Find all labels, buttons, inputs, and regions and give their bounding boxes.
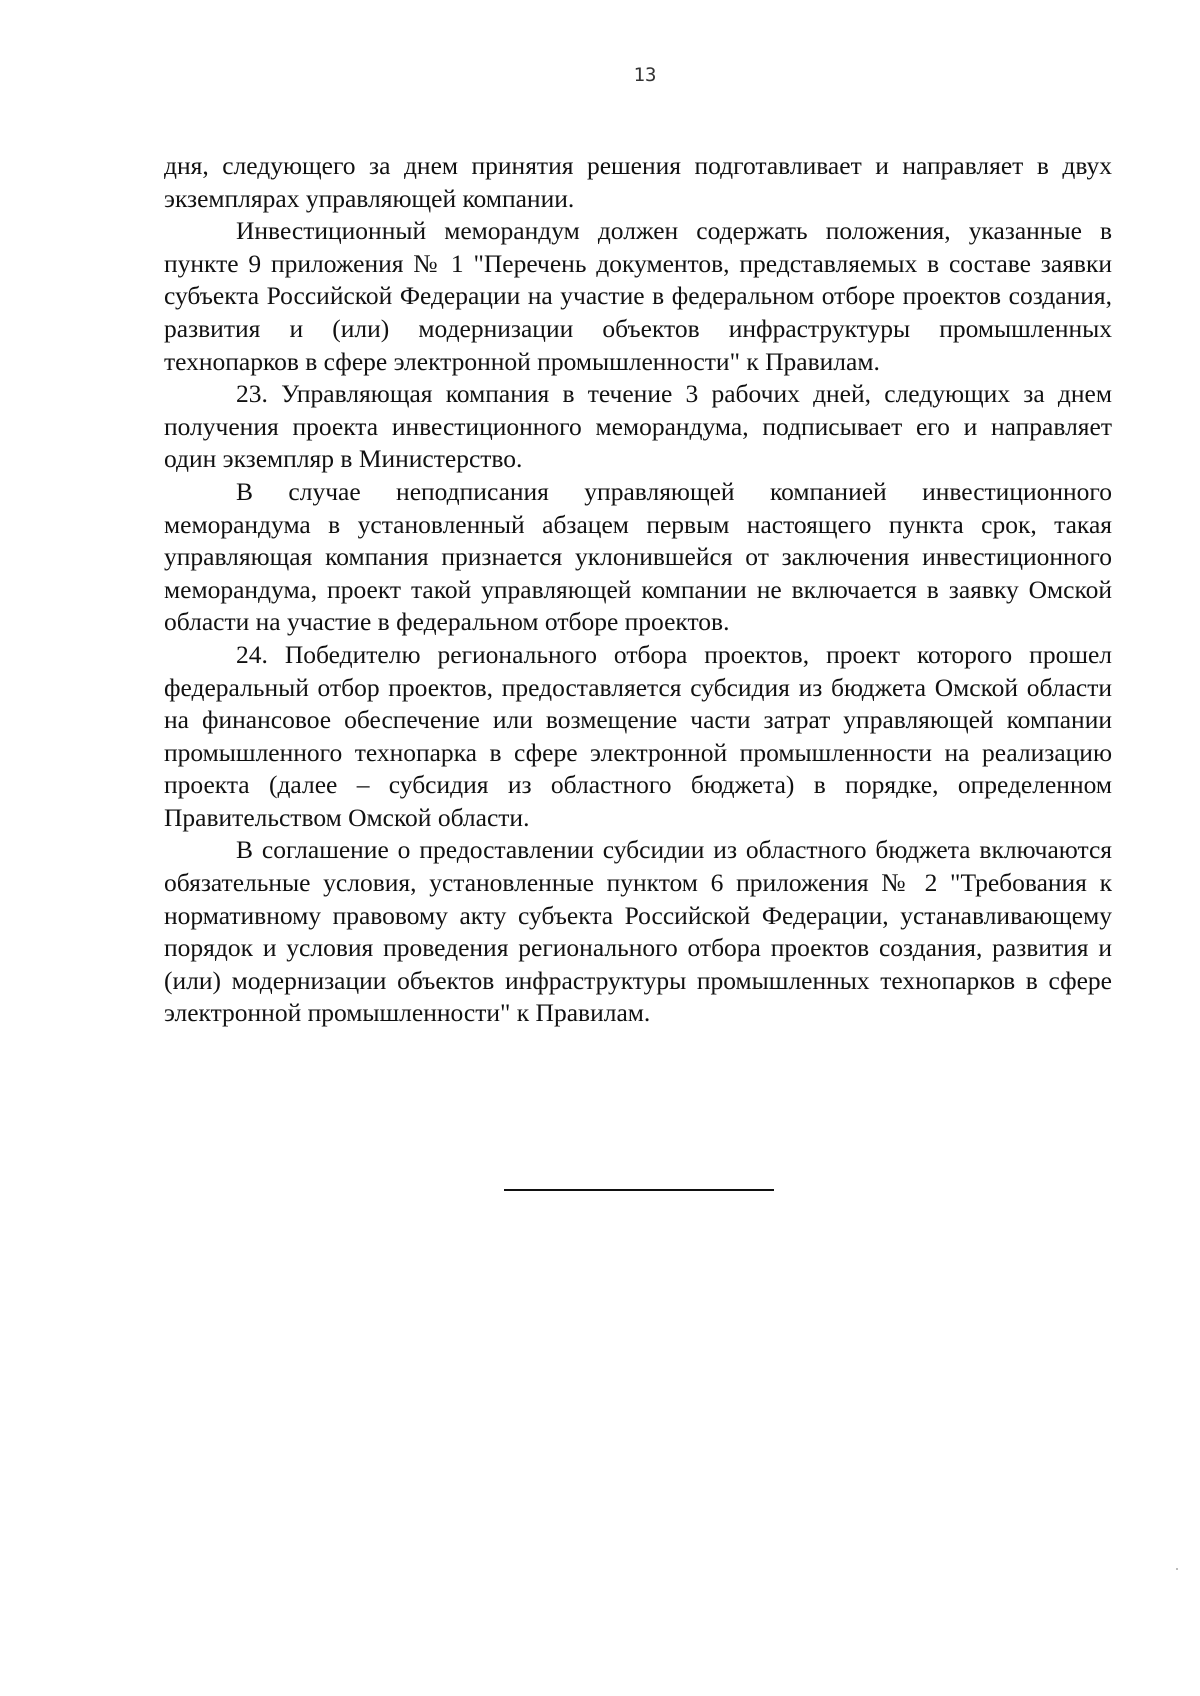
page-number: 13 xyxy=(633,64,657,86)
paragraph-continuation: дня, следующего за днем принятия решения подготавливает и направляет в двух экземплярах управляющей компании. xyxy=(164,151,1112,213)
paragraph-item-23: 23. Управляющая компания в течение 3 рабочих дней, следующих за днем получения проекта инвестиционного меморандума, подписывает его и направляет один экземпляр в Министерство. xyxy=(164,379,1112,474)
scan-artifact xyxy=(1176,1568,1178,1570)
paragraph-non-signing: В случае неподписания управляющей компанией инвестиционного меморандума в установленный абзацем первым настоящего пункта срок, такая управляющая компания признается уклонившейся от заключения инвестиционного меморандума, проект такой управляющей компании не включается в заявку Омской области на участие в федеральном отборе проектов. xyxy=(164,476,1112,637)
end-of-document-rule xyxy=(504,1189,774,1191)
document-body xyxy=(164,150,1112,1030)
paragraph-investment-memorandum: Инвестиционный меморандум должен содержать положения, указанные в пункте 9 приложения № 1 "Перечень документов, представляемых в составе заявки субъекта Российской Федерации на участие в федеральном отборе проектов создания, развития и (или) модернизации объектов инфраструктуры промышленных технопарков в сфере электронной промышленности" к Правилам. xyxy=(164,216,1112,376)
paragraph-item-24: 24. Победителю регионального отбора проектов, проект которого прошел федеральный отбор проектов, предоставляется субсидия из бюджета Омской области на финансовое обеспечение или возмещение части затрат управляющей компании промышленного технопарка в сфере электронной промышленности на реализацию проекта (далее – субсидия из областного бюджета) в порядке, определенном Правительством Омской области. xyxy=(164,639,1112,832)
paragraph-subsidy-agreement: В соглашение о предоставлении субсидии из областного бюджета включаются обязательные условия, установленные пунктом 6 приложения № 2 "Требования к нормативному правовому акту субъекта Российской Федерации, устанавливающему порядок и условия проведения регионального отбора проектов создания, развития и (или) модернизации объектов инфраструктуры промышленных технопарков в сфере электронной промышленности" к Правилам. xyxy=(164,835,1112,1028)
